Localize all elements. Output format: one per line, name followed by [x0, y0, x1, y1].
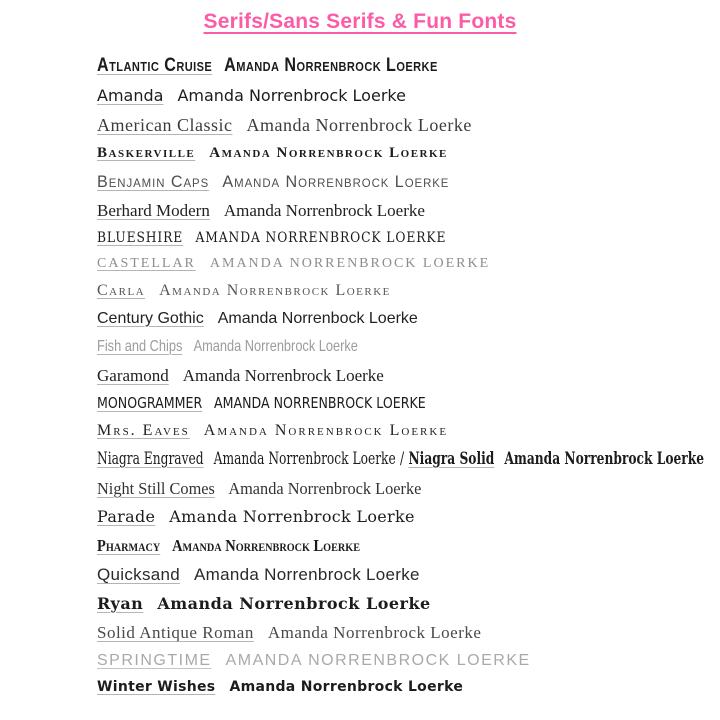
font-row-springtime — [97, 651, 720, 671]
font-name-label: MONOGRAMMER — [97, 393, 203, 412]
font-sample-text: AMANDA NORRENBROCK LOERKE — [195, 229, 447, 246]
font-row-mrs-eaves — [97, 421, 720, 441]
font-name-label: Garamond — [97, 365, 169, 385]
font-row-monogrammer — [97, 394, 620, 413]
font-row-benjamin-caps — [97, 171, 689, 192]
font-sample-text: Amanda Norrenbrock Loerke — [209, 145, 448, 162]
font-sample-text: Amanda Norrenbrock Loerke — [223, 201, 425, 221]
font-sample-text: Amanda Norrenbrock Loerke — [157, 593, 431, 613]
font-sample-text: AMANDA NORRENBROCK LOERKE — [225, 651, 531, 669]
font-sample-text: Amanda Norrenbrock Loerke — [213, 448, 396, 469]
font-name-label: Berhard Modern — [97, 201, 210, 221]
font-row-atlantic-cruise — [97, 54, 627, 78]
font-name-label: Carla — [97, 281, 146, 299]
font-name-label: Parade — [97, 507, 156, 526]
font-sample-text: AMANDA NORRENBROCK LOERKE — [213, 393, 426, 412]
font-row-blueshire — [97, 230, 645, 248]
font-name-label: Ryan — [97, 593, 144, 613]
font-name-label: Fish and Chips — [97, 337, 183, 355]
font-name-label: Solid Antique Roman — [97, 622, 254, 642]
font-sample-text: Amanda Norrenbrock Loerke — [229, 678, 464, 695]
font-row-american-classic — [97, 114, 720, 137]
font-row-night-still-comes — [97, 478, 695, 499]
font-sample-text: Amanda Norrenbrock Loerke — [222, 172, 450, 191]
font-row-carla — [97, 281, 720, 301]
font-name-label: Quicksand — [97, 565, 181, 585]
font-name-label: Mrs. Eaves — [97, 421, 190, 439]
font-name-label: Night Still Comes — [97, 478, 215, 498]
font-sample-text: Amanda Norrenbrock Loerke — [182, 365, 384, 385]
font-sample-text: Amanda Norrenbrock Loerke — [504, 448, 705, 469]
font-name-label: CASTELLAR — [97, 256, 196, 271]
font-row-parade — [97, 507, 720, 527]
font-sample-text: Amanda Norrenbrock Loerke — [177, 85, 406, 105]
font-name-label: Winter Wishes — [97, 678, 216, 695]
font-sample-text: Amanda Norrenbrock Loerke — [159, 281, 391, 299]
font-sample-text: Amanda Norrenbrock Loerke — [246, 114, 472, 135]
font-row-berhard-modern — [97, 200, 720, 221]
font-sample-text: Amanda Norrenbrock Loerke — [194, 565, 420, 585]
font-row-century-gothic — [97, 309, 720, 329]
font-row-baskerville — [97, 144, 720, 163]
font-name-label: Amanda — [97, 85, 164, 105]
font-name-label: Century Gothic — [97, 309, 204, 327]
font-row-castellar — [97, 255, 720, 273]
font-sample-text: Amanda Norrenbrock Loerke — [193, 337, 358, 355]
font-row-pharmacy — [97, 535, 627, 556]
font-row-garamond — [97, 365, 720, 386]
font-name-label: BLUESHIRE — [97, 229, 184, 246]
font-name-label: Atlantic Cruise — [97, 55, 213, 76]
font-name-label: Benjamin Caps — [97, 172, 210, 191]
font-row-solid-antique-roman — [97, 622, 720, 643]
font-sample-text: Amanda Norrenbrock Loerke — [224, 55, 438, 76]
font-name-label: Baskerville — [97, 145, 196, 162]
font-sample-text: Amanda Norrenbock Loerke — [217, 309, 418, 327]
font-name-label: American Classic — [97, 114, 233, 135]
font-name-label: Niagra Engraved — [97, 448, 204, 469]
font-row-amanda — [97, 86, 720, 106]
font-sample-text: Amanda Norrenbrock Loerke — [228, 478, 422, 498]
font-sample-text: Amanda Norrenbrock Loerke — [203, 421, 449, 439]
font-name-label: SPRINGTIME — [97, 651, 212, 669]
font-sample-text: Amanda Norrenbrock Loerke — [172, 536, 361, 555]
font-sample-text: Amanda Norrenbrock Loerke — [267, 622, 482, 642]
font-sample-text: Amanda Norrenbrock Loerke — [169, 507, 415, 526]
separator-slash: / — [400, 448, 405, 469]
font-sample-text: AMANDA NORRENBROCK LOERKE — [209, 256, 491, 271]
font-row-quicksand — [97, 564, 720, 585]
page-title: Serifs/Sans Serifs & Fun Fonts — [203, 10, 517, 33]
font-row-winter-wishes — [97, 679, 720, 697]
font-name-label: Pharmacy — [97, 536, 161, 555]
font-row-ryan — [97, 594, 720, 614]
font-list — [0, 54, 720, 696]
font-row-fish-and-chips — [97, 337, 595, 357]
font-name-label: Niagra Solid — [408, 448, 495, 469]
font-row-niagra — [97, 448, 705, 470]
